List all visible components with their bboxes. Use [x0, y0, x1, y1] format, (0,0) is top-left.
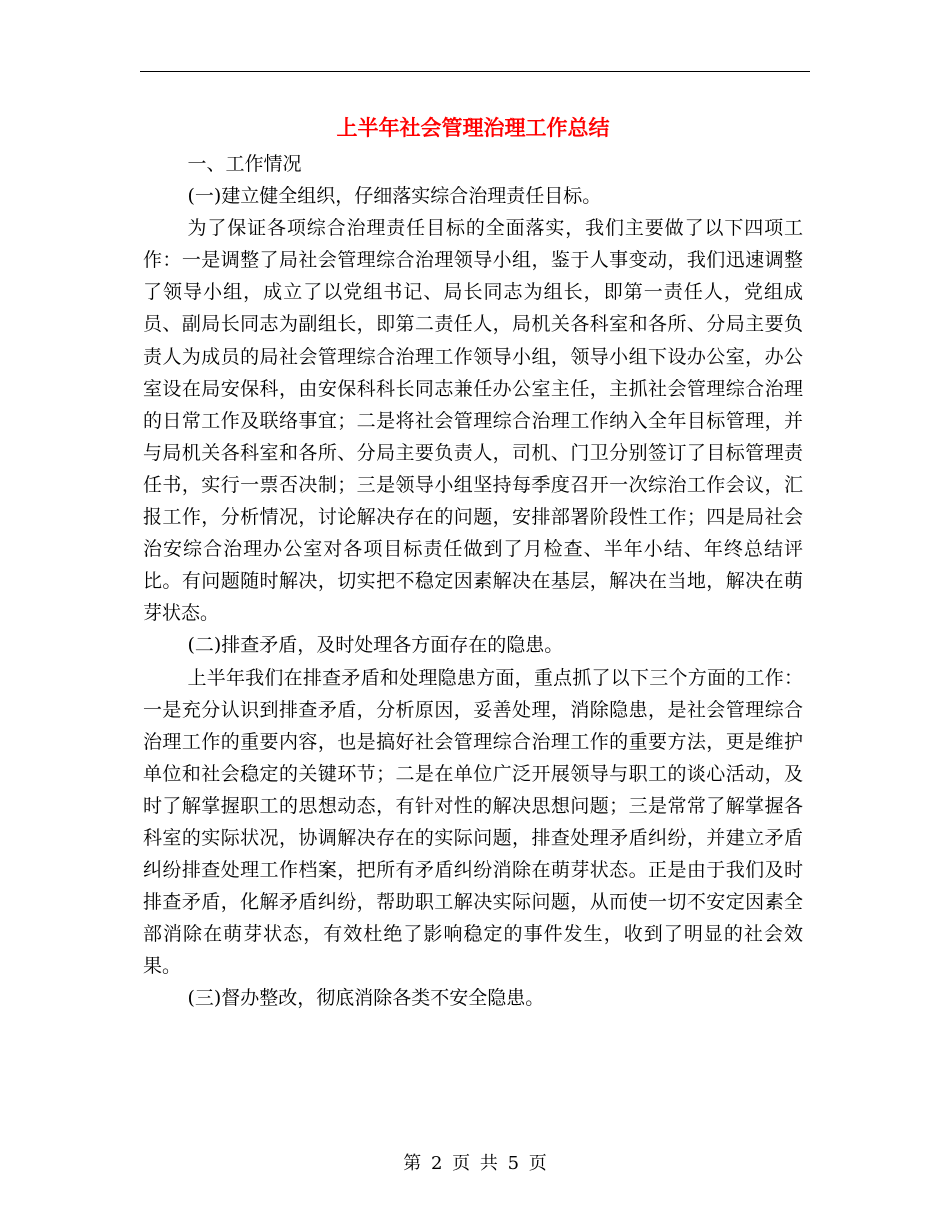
subsection-heading: (三)督办整改，彻底消除各类不安全隐患。	[187, 987, 545, 1010]
document-body	[143, 108, 803, 1015]
subsection-heading: (一)建立健全组织，仔细落实综合治理责任目标。	[187, 185, 602, 208]
page-number: 第 2 页 共 5 页	[403, 1153, 547, 1174]
section-heading: 一、工作情况	[187, 153, 302, 175]
body-paragraph: 上半年我们在排查矛盾和处理隐患方面，重点抓了以下三个方面的工作：一是充分认识到排查矛盾，分析原因，妥善处理，消除隐患，是社会管理综合治理工作的重要内容，也是搞好社会管理综合治理工作的重要方法，更是维护单位和社会稳定的关键环节；二是在单位广泛开展领导与职工的谈心活动，及时了解掌握职工的思想动态，有针对性的解决思想问题；三是常常了解掌握各科室的实际状况，协调解决存在的实际问题，排查处理矛盾纠纷，并建立矛盾纠纷排查处理工作档案，把所有矛盾纠纷消除在萌芽状态。正是由于我们及时排查矛盾，化解矛盾纠纷，帮助职工解决实际问题，从而使一切不安定因素全部消除在萌芽状态，有效杜绝了影响稳定的事件发生，收到了明显的社会效果。	[143, 666, 803, 978]
subsection-heading: (二)排查矛盾，及时处理各方面存在的隐患。	[187, 634, 564, 657]
header-rule	[140, 71, 810, 72]
document-title: 上半年社会管理治理工作总结	[336, 115, 610, 140]
body-paragraph: 为了保证各项综合治理责任目标的全面落实，我们主要做了以下四项工作：一是调整了局社会管理综合治理领导小组，鉴于人事变动，我们迅速调整了领导小组，成立了以党组书记、局长同志为组长，即第一责任人，党组成员、副局长同志为副组长，即第二责任人，局机关各科室和各所、分局主要负责人为成员的局社会管理综合治理工作领导小组，领导小组下设办公室，办公室设在局安保科，由安保科科长同志兼任办公室主任，主抓社会管理综合治理的日常工作及联络事宜；二是将社会管理综合治理工作纳入全年目标管理，并与局机关各科室和各所、分局主要负责人，司机、门卫分别签订了目标管理责任书，实行一票否决制；三是领导小组坚持每季度召开一次综治工作会议，汇报工作，分析情况，讨论解决存在的问题，安排部署阶段性工作；四是局社会治安综合治理办公室对各项目标责任做到了月检查、半年小结、年终总结评比。有问题随时解决，切实把不稳定因素解决在基层，解决在当地，解决在萌芽状态。	[143, 217, 803, 625]
